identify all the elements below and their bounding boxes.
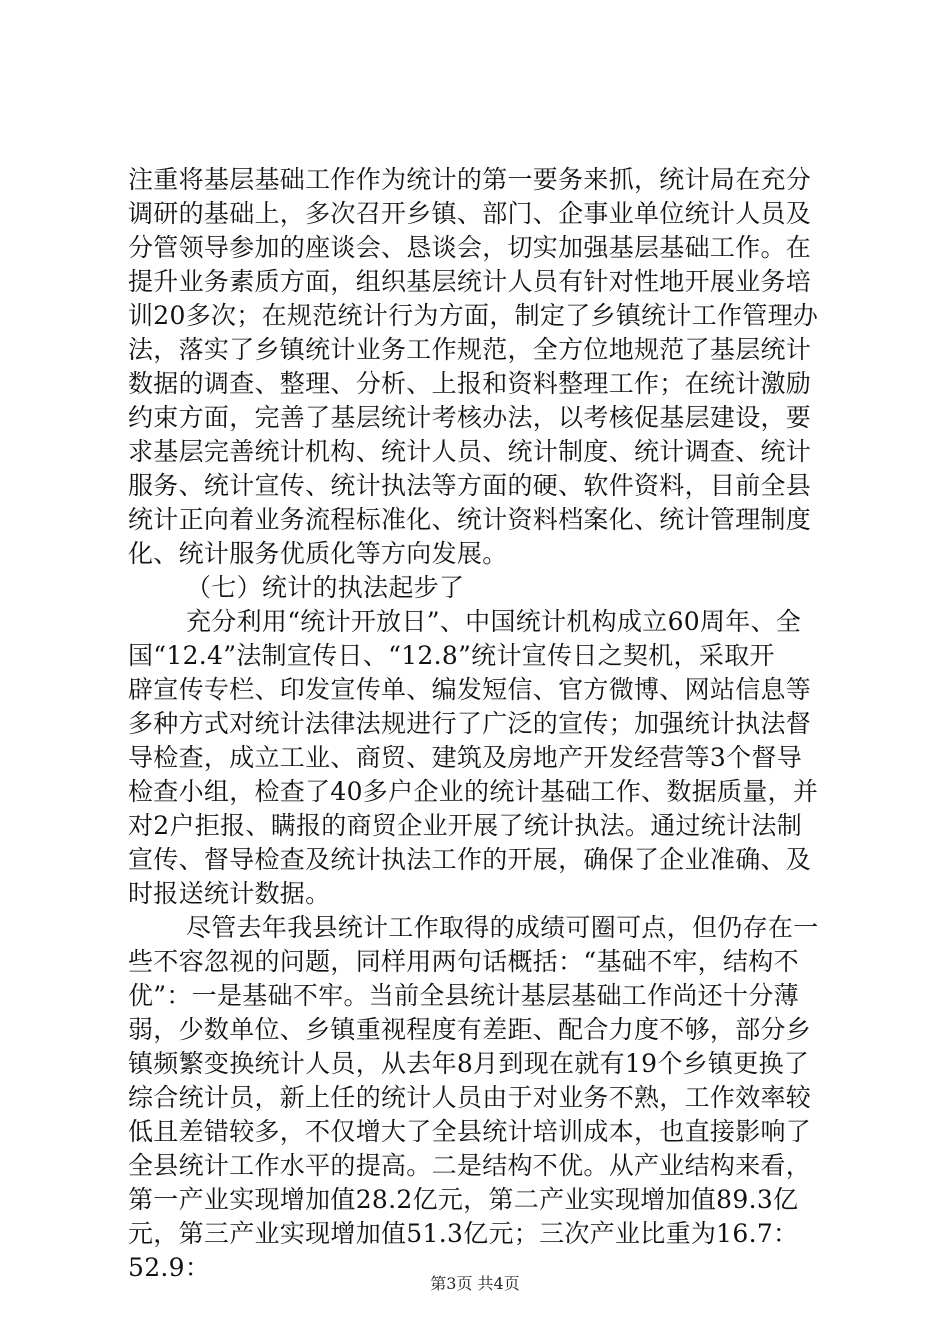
text-line: 调研的基础上，多次召开乡镇、部门、企事业单位统计人员及 xyxy=(128,199,812,228)
text-line: 法，落实了乡镇统计业务工作规范，全方位地规范了基层统计 xyxy=(128,335,812,364)
text-line: 导检查，成立工业、商贸、建筑及房地产开发经营等3个督导 xyxy=(128,743,803,772)
text-line: 低且差错较多，不仅增大了全县统计培训成本，也直接影响了 xyxy=(128,1117,812,1146)
text-line: 训20多次；在规范统计行为方面，制定了乡镇统计工作管理办 xyxy=(128,301,819,330)
paragraph-basic-work xyxy=(128,163,826,571)
text-line: 优”：一是基础不牢。当前全县统计基层基础工作尚还十分薄 xyxy=(128,981,799,1010)
text-line: 第一产业实现增加值28.2亿元，第二产业实现增加值89.3亿 xyxy=(128,1185,799,1214)
text-line: 弱，少数单位、乡镇重视程度有差距、配合力度不够，部分乡 xyxy=(128,1015,812,1044)
text-line: 约束方面，完善了基层统计考核办法，以考核促基层建设，要 xyxy=(128,403,812,432)
section-heading-7 xyxy=(128,571,826,605)
text-line: 国“12.4”法制宣传日、“12.8”统计宣传日之契机，采取开 xyxy=(128,641,775,670)
text-line: 求基层完善统计机构、统计人员、统计制度、统计调查、统计 xyxy=(128,437,812,466)
text-line: 宣传、督导检查及统计执法工作的开展，确保了企业准确、及 xyxy=(128,845,812,874)
text-line: 些不容忽视的问题，同样用两句话概括：“基础不牢，结构不 xyxy=(128,947,799,976)
text-line: 化、统计服务优质化等方向发展。 xyxy=(128,539,508,568)
text-line: 综合统计员，新上任的统计人员由于对业务不熟，工作效率较 xyxy=(128,1083,812,1112)
text-line: 52.9： xyxy=(128,1253,211,1282)
paragraph-law-enforcement xyxy=(128,605,826,911)
text-line: 时报送统计数据。 xyxy=(128,879,331,908)
text-line: 注重将基层基础工作作为统计的第一要务来抓，统计局在充分 xyxy=(128,165,812,194)
text-line: 提升业务素质方面，组织基层统计人员有针对性地开展业务培 xyxy=(128,267,812,296)
text-line: 数据的调查、整理、分析、上报和资料整理工作；在统计激励 xyxy=(128,369,812,398)
text-line: 镇频繁变换统计人员，从去年8月到现在就有19个乡镇更换了 xyxy=(128,1049,810,1078)
text-line: 辟宣传专栏、印发宣传单、编发短信、官方微博、网站信息等 xyxy=(128,675,812,704)
page-number: 第3页 共4页 xyxy=(430,1274,520,1293)
text-line: 服务、统计宣传、统计执法等方面的硬、软件资料，目前全县 xyxy=(128,471,812,500)
text-line: 分管领导参加的座谈会、恳谈会，切实加强基层基础工作。在 xyxy=(128,233,812,262)
document-body xyxy=(128,163,826,1285)
text-line: 检查小组，检查了40多户企业的统计基础工作、数据质量，并 xyxy=(128,777,819,806)
text-line: 全县统计工作水平的提高。二是结构不优。从产业结构来看， xyxy=(128,1151,812,1180)
section-heading: （七）统计的执法起步了 xyxy=(186,573,465,602)
text-line: 元，第三产业实现增加值51.3亿元；三次产业比重为16.7： xyxy=(128,1219,799,1248)
text-line: 统计正向着业务流程标准化、统计资料档案化、统计管理制度 xyxy=(128,505,812,534)
text-line: 对2户拒报、瞒报的商贸企业开展了统计执法。通过统计法制 xyxy=(128,811,803,840)
text-line: 尽管去年我县统计工作取得的成绩可圈可点，但仍存在一 xyxy=(186,913,819,942)
text-line: 充分利用“统计开放日”、中国统计机构成立60周年、全 xyxy=(186,607,802,636)
paragraph-problems xyxy=(128,911,826,1285)
text-line: 多种方式对统计法律法规进行了广泛的宣传；加强统计执法督 xyxy=(128,709,812,738)
